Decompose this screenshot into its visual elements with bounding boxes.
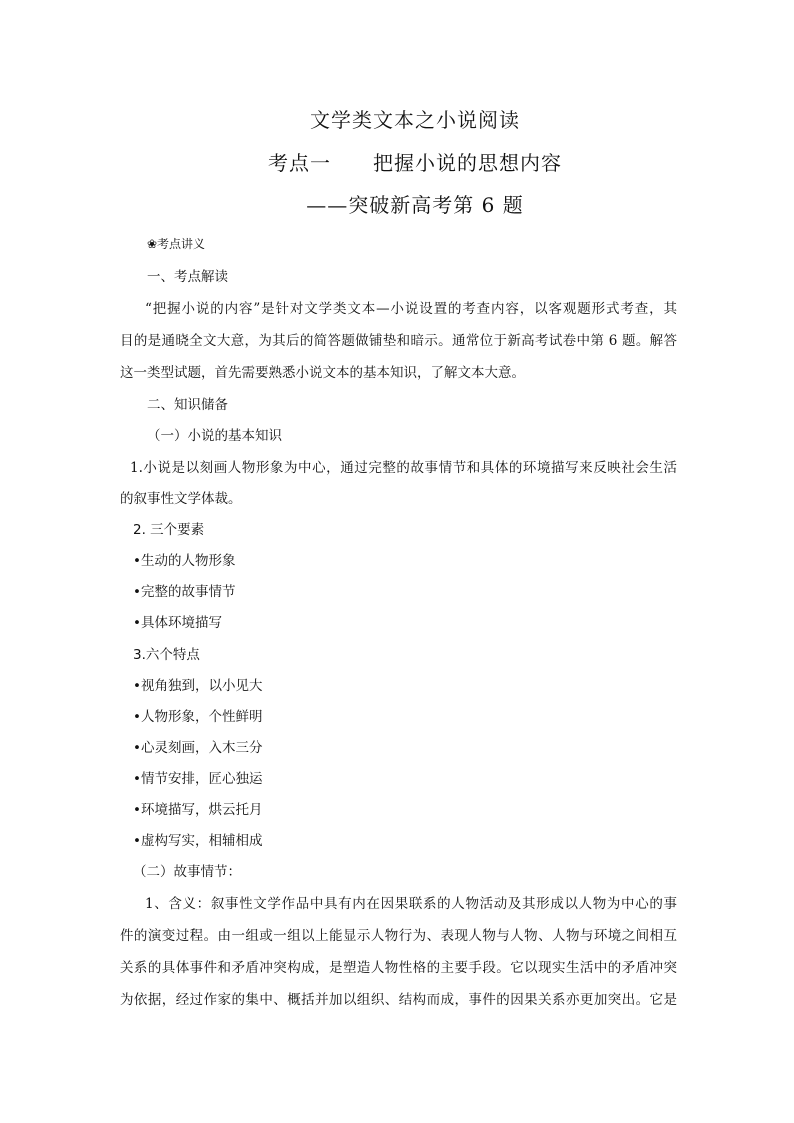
definition-line: 1.小说是以刻画人物形象为中心，通过完整的故事情节和具体的环境描写来反映社会生活 <box>130 460 677 476</box>
document-subtitle-2: ——突破新高考第 6 题 <box>306 193 524 217</box>
plot-line: 件的演变过程。由一组或一组以上能显示人物行为、表现人物与人物、人物与环境之间相互 <box>120 928 677 944</box>
list-item: •生动的人物形象 <box>133 553 236 569</box>
three-elements-heading: 2. 三个要素 <box>133 522 205 538</box>
heading-part1: 一、考点解读 <box>147 269 228 285</box>
list-item: •人物形象，个性鲜明 <box>133 709 263 725</box>
six-features-heading: 3.六个特点 <box>133 647 200 663</box>
section-marker: ❀考点讲义 <box>147 237 206 251</box>
paragraph-line: “把握小说的内容”是针对文学类文本—小说设置的考查内容，以客观题形式考查，其 <box>145 301 677 317</box>
paragraph-line: 这一类型试题，首先需要熟悉小说文本的基本知识，了解文本大意。 <box>120 365 525 381</box>
subheading-plot: （二）故事情节： <box>133 864 241 880</box>
list-item: •环境描写，烘云托月 <box>133 802 263 818</box>
list-item: •完整的故事情节 <box>133 584 236 600</box>
heading-part2: 二、知识储备 <box>147 397 228 413</box>
definition-line: 的叙事性文学体裁。 <box>120 491 242 507</box>
plot-line: 关系的具体事件和矛盾冲突构成，是塑造人物性格的主要手段。它以现实生活中的矛盾冲突 <box>120 960 677 976</box>
subheading-basic-knowledge: （一）小说的基本知识 <box>147 428 282 444</box>
paragraph-line: 目的是通晓全文大意，为其后的简答题做铺垫和暗示。通常位于新高考试卷中第 6 题。解答 <box>120 333 677 349</box>
plot-line: 1、含义：叙事性文学作品中具有内在因果联系的人物活动及其形成以人物为中心的事 <box>145 896 677 912</box>
document-subtitle: 考点一 把握小说的思想内容 <box>268 151 562 175</box>
list-item: •情节安排，匠心独运 <box>133 771 263 787</box>
list-item: •心灵刻画，入木三分 <box>133 740 263 756</box>
list-item: •具体环境描写 <box>133 615 222 631</box>
plot-line: 为依据，经过作家的集中、概括并加以组织、结构而成，事件的因果关系亦更加突出。它是 <box>120 992 677 1008</box>
document-title: 文学类文本之小说阅读 <box>310 108 520 132</box>
list-item: •视角独到，以小见大 <box>133 678 263 694</box>
list-item: •虚构写实，相辅相成 <box>133 833 263 849</box>
